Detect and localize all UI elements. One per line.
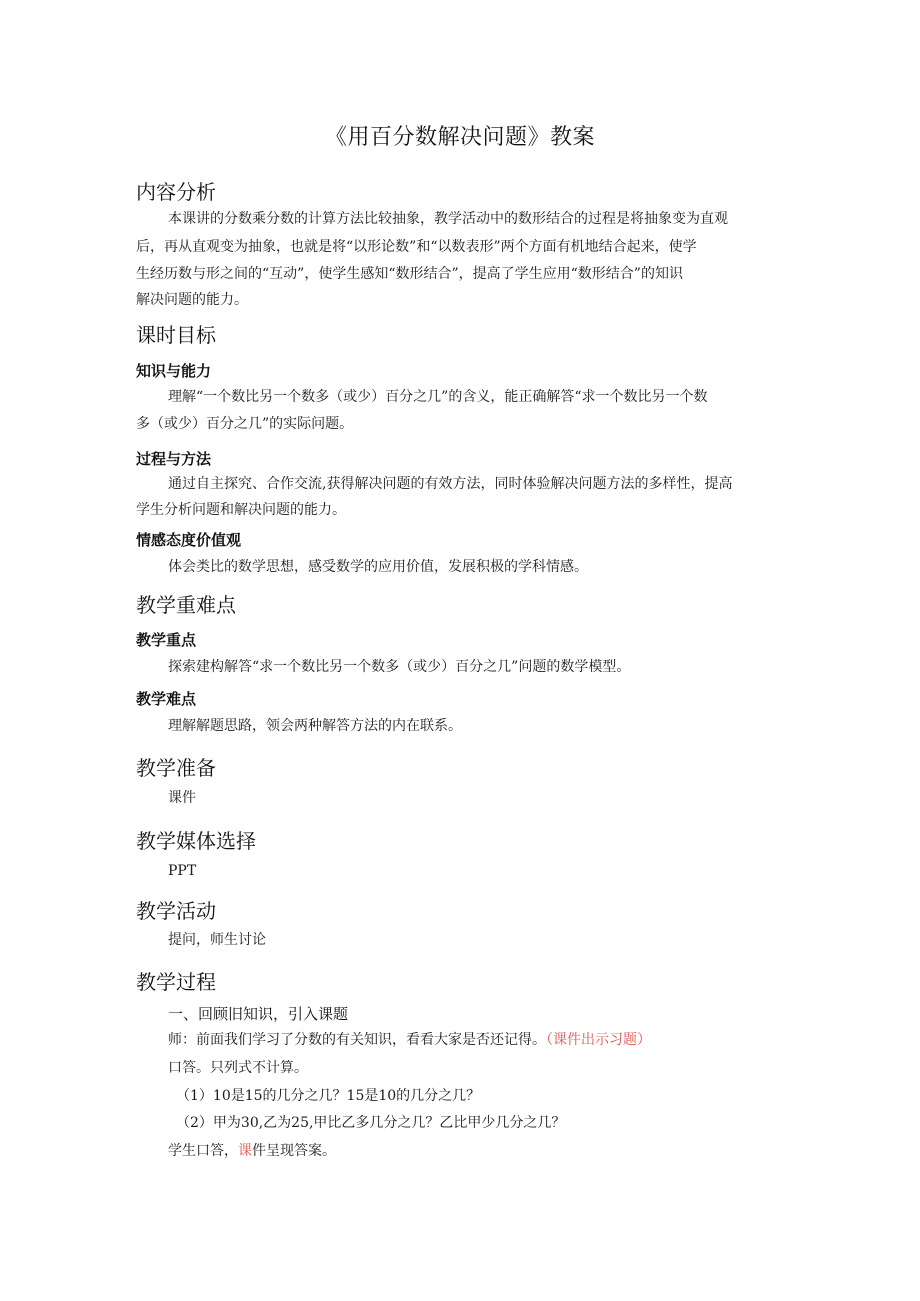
paragraph-line: 口答。只列式不计算。: [168, 1060, 308, 1076]
heading-preparation: 教学准备: [136, 756, 216, 780]
answer-text-a: 学生口答，: [168, 1143, 238, 1159]
paragraph-line: 理解解题思路，领会两种解答方法的内在联系。: [168, 718, 462, 734]
paragraph-line: 体会类比的数学思想，感受数学的应用价值，发展积极的学科情感。: [168, 559, 588, 575]
subheading-difficult: 教学难点: [136, 690, 197, 708]
subheading-process-method: 过程与方法: [136, 450, 212, 468]
paragraph-line: 解决问题的能力。: [136, 292, 248, 308]
paragraph-line: 生经历数与形之间的“互动”，使学生感知“数形结合”，提高了学生应用“数形结合”的知识: [136, 266, 683, 282]
heading-key-points: 教学重难点: [136, 593, 236, 617]
paragraph-line: 提问，师生讨论: [168, 932, 266, 948]
paragraph-line: 后，再从直观变为抽象，也就是将“以形论数”和“以数表形”两个方面有机地结合起来，使学: [136, 239, 697, 255]
subheading-knowledge: 知识与能力: [136, 362, 212, 380]
heading-content-analysis: 内容分析: [136, 180, 216, 204]
subheading-step1: 一、回顾旧知识，引入课题: [168, 1005, 349, 1023]
question-2: （2）甲为30,乙为25,甲比乙多几分之几？乙比甲少几分之几？: [176, 1115, 566, 1131]
paragraph-line: 课件: [168, 790, 196, 806]
subheading-emotion: 情感态度价值观: [136, 531, 242, 549]
teacher-note: （课件出示习题）: [546, 1032, 651, 1048]
paragraph-line: 探索建构解答“求一个数比另一个数多（或少）百分之几”问题的数学模型。: [168, 659, 631, 675]
heading-process: 教学过程: [136, 970, 216, 994]
heading-media: 教学媒体选择: [136, 829, 256, 853]
heading-activity: 教学活动: [136, 899, 216, 923]
question-1: （1）10是15的几分之几？15是10的几分之几？: [176, 1088, 481, 1104]
answer-line: [168, 1141, 336, 1161]
paragraph-line: PPT: [168, 863, 197, 879]
document-title: 《用百分数解决问题》教案: [324, 125, 595, 150]
paragraph-line: 学生分析问题和解决问题的能力。: [136, 502, 346, 518]
teacher-text: 师：前面我们学习了分数的有关知识，看看大家是否还记得。: [168, 1032, 546, 1048]
paragraph-line: 本课讲的分数乘分数的计算方法比较抽象，教学活动中的数形结合的过程是将抽象变为直观: [168, 211, 728, 227]
paragraph-line: 通过自主探究、合作交流,获得解决问题的有效方法，同时体验解决问题方法的多样性，提高: [168, 476, 733, 492]
teacher-line: [168, 1030, 651, 1050]
answer-text-b: 件呈现答案。: [252, 1143, 336, 1159]
subheading-key: 教学重点: [136, 631, 197, 649]
paragraph-line: 多（或少）百分之几”的实际问题。: [136, 416, 354, 432]
heading-objectives: 课时目标: [136, 323, 216, 347]
paragraph-line: 理解“一个数比另一个数多（或少）百分之几”的含义，能正确解答“求一个数比另一个数: [168, 389, 708, 405]
answer-text-red: 课: [238, 1143, 252, 1159]
